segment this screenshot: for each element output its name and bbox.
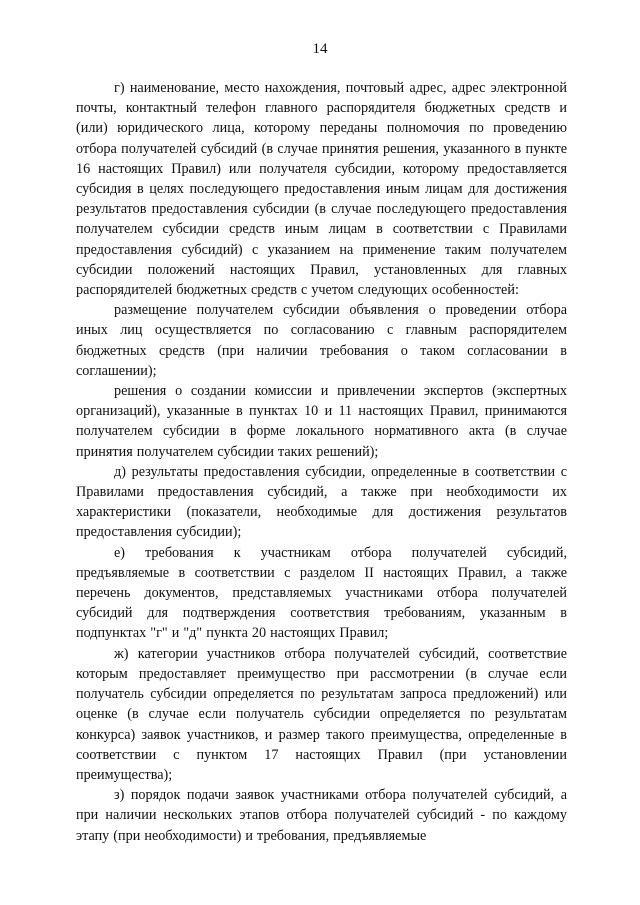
document-body [76,78,567,846]
paragraph-announcement-placement: размещение получателем субсидии объявления о проведении отбора иных лиц осуществляется по согласованию с главным распорядителем бюджетных средств (при наличии требования о таком согласовании в соглашении); [76,302,567,379]
paragraph-d: д) результаты предоставления субсидии, определенные в соответствии с Правилами предоставления субсидий, а также при необходимости их характеристики (показатели, необходимые для достижения результатов предоставления субсидии); [76,463,567,541]
paragraph-zh: ж) категории участников отбора получателей субсидий, соответствие которым предоставляет преимущество при рассмотрении (в случае если получатель субсидии определяется по результатам запроса предложений) или оценке (в случае если получатель субсидии определяется по результатам конкурса) заявок участников, и размер такого преимущества, определенные в соответствии с пунктом 17 настоящих Правил (при установлении преимущества); [76,645,567,783]
paragraph-e: е) требования к участникам отбора получателей субсидий, предъявляемые в соответствии с разделом II настоящих Правил, а также перечень документов, представляемых участниками отбора получателей субсидий для подтверждения соответствия требованиям, указанным в подпунктах "г" и "д" пункта 20 настоящих Правил; [76,544,567,642]
paragraph-z: з) порядок подачи заявок участниками отбора получателей субсидий, а при наличии нескольких этапов отбора получателей субсидий - по каждому этапу (при необходимости) и требования, предъявляемые [76,787,567,844]
page-number: 14 [312,41,328,57]
paragraph-g: г) наименование, место нахождения, почтовый адрес, адрес электронной почты, контактный телефон главного распорядителя бюджетных средств и (или) юридического лица, которому переданы полномочия по проведению отбора получателей субсидий (в случае принятия решения, указанного в пункте 16 настоящих Правил) или получателя субсидии, которому предоставляется субсидия в целях последующего предоставления иным лицам для достижения результатов предоставления субсидии (в случае последующего предоставления получателем субсидии средств иным лицам в соответствии с Правилами предоставления субсидий) с указанием на применение таким получателем субсидии положений настоящих Правил, установленных для главных распорядителей бюджетных средств с учетом следующих особенностей: [76,80,567,299]
paragraph-commission-decisions: решения о создании комиссии и привлечении экспертов (экспертных организаций), указанные в пунктах 10 и 11 настоящих Правил, принимаются получателем субсидии в форме локального нормативного акта (в случае принятия получателем субсидии таких решений); [76,383,567,460]
